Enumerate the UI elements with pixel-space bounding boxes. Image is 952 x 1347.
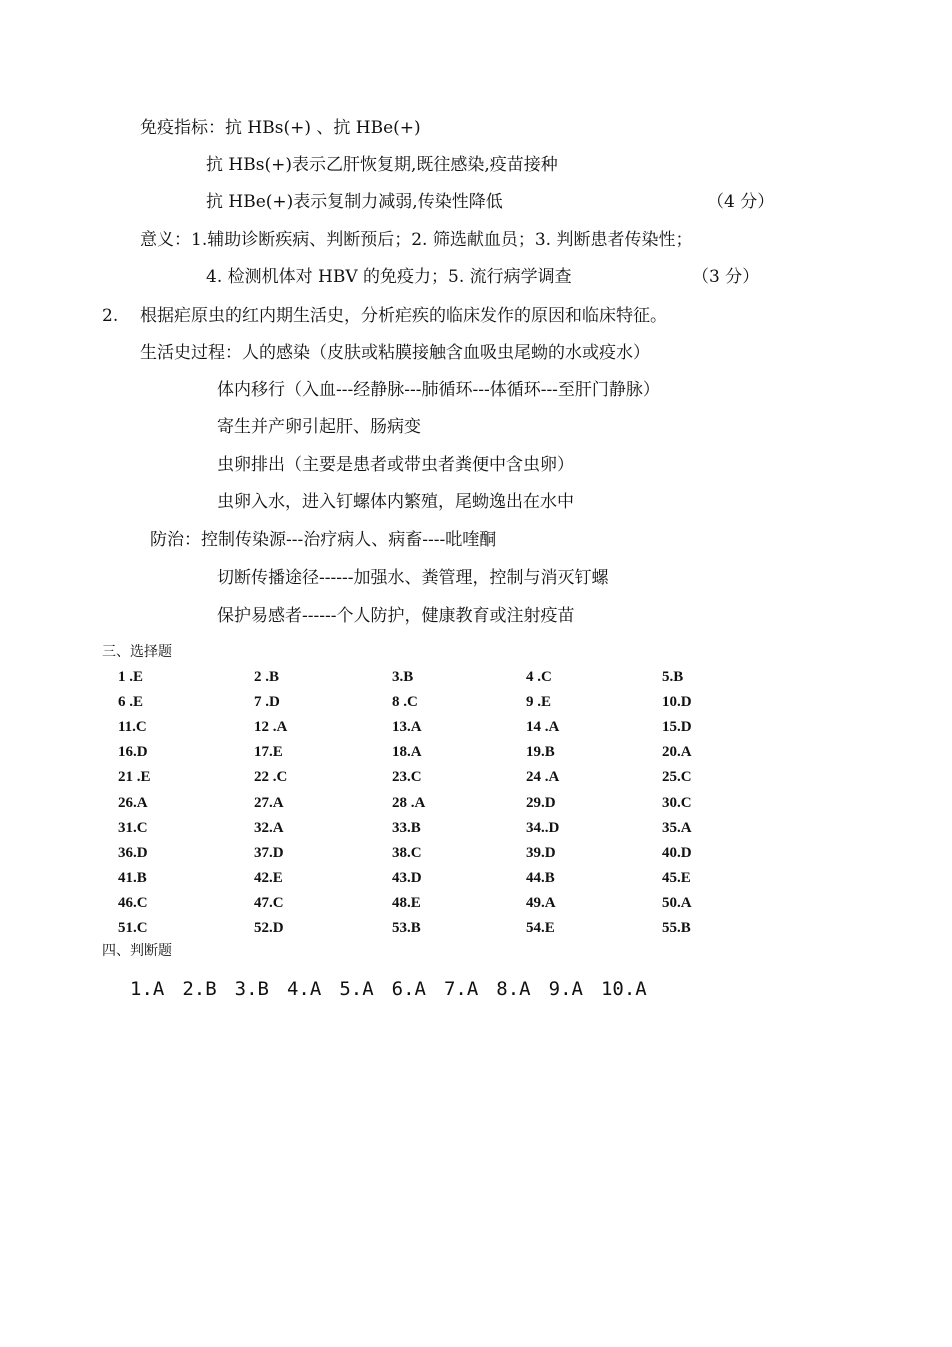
judge-answer: 5.A [339,978,374,1000]
judge-answer: 8.A [496,978,531,1000]
choice-answer: 42.E [254,869,283,886]
choice-answer: 51.C [118,920,148,936]
choice-answer: 23.C [392,769,422,786]
choice-answer: 8 .C [392,694,418,711]
life-cycle-line-3: 寄生并产卵引起肝、肠病变 [217,417,421,437]
choice-answer: 53.B [392,920,421,936]
prevention-line-1: 防治：控制传染源---治疗病人、病畜----吡喹酮 [150,530,497,550]
choice-answer: 49.A [526,894,556,911]
choice-answer: 29.D [526,794,556,811]
choice-answer: 30.C [662,794,692,811]
judge-answer: 7.A [443,978,479,1000]
choice-answer: 34..D [526,819,560,836]
choice-answer: 25.C [662,769,692,786]
choice-answer: 46.C [118,894,148,911]
judge-answer: 6.A [391,978,426,1000]
choice-answer: 54.E [526,920,555,936]
choice-answer: 5.B [662,669,684,685]
choice-answer: 24 .A [526,769,560,786]
choice-answer: 7 .D [254,694,280,711]
judge-answer: 4.A [286,978,322,1000]
choice-answer: 6 .E [118,694,144,711]
choice-answer: 15.D [662,719,692,736]
choice-answer: 2 .B [254,669,280,685]
life-cycle-line-4: 虫卵排出（主要是患者或带虫者粪便中含虫卵） [217,455,574,475]
choice-answer: 19.B [526,744,555,761]
judge-answer: 10.A [600,978,647,1000]
choice-section-heading: 三、选择题 [102,644,172,660]
choice-answer: 21 .E [118,769,151,786]
choice-answer: 48.E [392,894,421,911]
choice-answer: 41.B [118,869,147,886]
choice-answer: 40.D [662,844,692,861]
life-cycle-line-5: 虫卵入水，进入钉螺体内繁殖，尾蚴逸出在水中 [217,492,574,512]
choice-answer: 52.D [254,920,284,936]
choice-answer: 43.D [392,869,422,886]
choice-answer: 3.B [392,669,414,685]
choice-answer: 13.A [392,719,422,736]
judge-answer: 2.B [182,978,217,1000]
prevention-line-3: 保护易感者------个人防护，健康教育或注射疫苗 [217,606,575,626]
choice-answer: 44.B [526,869,555,886]
judge-answer-row [130,977,665,1001]
judge-section-heading: 四、判断题 [102,943,172,959]
choice-answer: 1 .E [118,669,144,685]
choice-answer: 14 .A [526,719,560,736]
question-2-text: 根据疟原虫的红内期生活史，分析疟疾的临床发作的原因和临床特征。 [140,306,667,326]
significance-line-2: 4. 检测机体对 HBV 的免疫力；5. 流行病学调查 [206,267,572,287]
score-3: （3 分） [692,267,760,287]
choice-answer: 10.D [662,694,692,711]
judge-answer: 3.B [234,978,269,1000]
significance-line-1: 意义：1.辅助诊断疾病、判断预后；2. 筛选献血员；3. 判断患者传染性； [140,230,693,250]
choice-answer: 31.C [118,819,148,836]
immune-indicators-line: 免疫指标：抗 HBs(+) 、抗 HBe(+) [140,118,421,138]
choice-answer: 20.A [662,744,692,761]
choice-answer: 4 .C [526,669,552,685]
choice-answer: 50.A [662,894,692,911]
choice-answer: 39.D [526,844,556,861]
choice-answer: 12 .A [254,719,288,736]
choice-answer: 38.C [392,844,422,861]
choice-answer: 47.C [254,894,284,911]
anti-hbe-meaning-line: 抗 HBe(+)表示复制力减弱,传染性降低 [206,192,503,212]
judge-answer: 9.A [548,978,583,1000]
choice-answer: 37.D [254,844,284,861]
choice-answer: 33.B [392,819,421,836]
anti-hbs-meaning-line: 抗 HBs(+)表示乙肝恢复期,既往感染,疫苗接种 [206,155,558,175]
choice-answer: 11.C [118,719,147,736]
choice-answer: 28 .A [392,794,426,811]
choice-answer: 55.B [662,920,691,936]
choice-answer: 26.A [118,794,148,811]
life-cycle-line-2: 体内移行（入血---经静脉---肺循环---体循环---至肝门静脉） [217,380,660,400]
choice-answer: 27.A [254,794,284,811]
choice-answer: 22 .C [254,769,288,786]
choice-answer: 16.D [118,744,148,761]
score-4: （4 分） [707,192,775,212]
prevention-line-2: 切断传播途径------加强水、粪管理，控制与消灭钉螺 [217,568,609,588]
life-cycle-line-1: 生活史过程：人的感染（皮肤或粘膜接触含血吸虫尾蚴的水或疫水） [140,343,650,363]
judge-answer: 1.A [130,978,165,1000]
choice-answer: 45.E [662,869,691,886]
choice-answer: 18.A [392,744,422,761]
choice-answer: 32.A [254,819,284,836]
choice-answer: 35.A [662,819,692,836]
question-2-number: 2. [102,306,119,326]
choice-answer: 36.D [118,844,148,861]
choice-answer: 9 .E [526,694,552,711]
choice-answer: 17.E [254,744,283,761]
